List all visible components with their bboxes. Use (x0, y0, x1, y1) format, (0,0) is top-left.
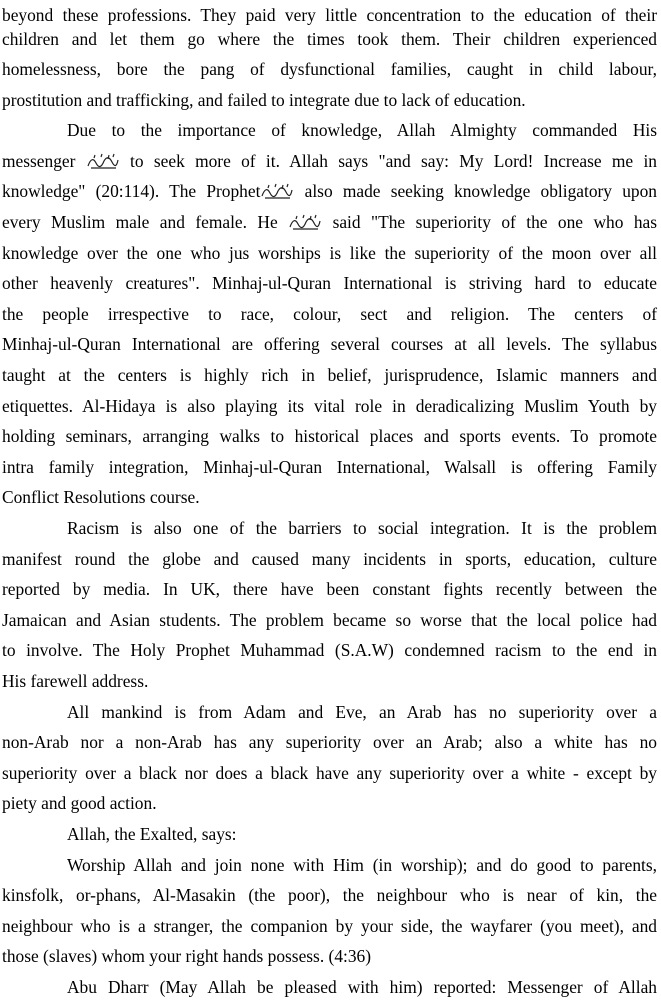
salawat-calligraphy-icon (260, 180, 294, 200)
text-line (2, 758, 657, 789)
salawat-calligraphy-icon (86, 150, 120, 170)
text-line (2, 54, 657, 85)
line-text: taught at the centers is highly rich in belief, jurisprudence, Islamic manners and (2, 365, 657, 385)
line-text: Abu Dharr (May Allah be pleased with him) reported: Messenger of Allah (67, 977, 657, 997)
line-text: also made seeking knowledge obligatory upon (294, 181, 657, 202)
line-text: manifest round the globe and caused many incidents in sports, education, culture (2, 548, 657, 569)
text-line (2, 268, 657, 299)
line-text: prostitution and trafficking, and failed to integrate due to lack of education. (2, 89, 526, 110)
line-text: Racism is also one of the barriers to social integration. It is the problem (67, 518, 657, 538)
text-line (67, 115, 657, 146)
text-line (2, 574, 657, 605)
line-text: knowledge over the one who jus worships is like the superiority of the moon over all (2, 242, 657, 263)
text-line (2, 146, 657, 177)
line-text: every Muslim male and female. He (2, 212, 278, 232)
line-text: Minhaj-ul-Quran International are offering several courses at all levels. The syllabus (2, 334, 657, 355)
line-text: Due to the importance of knowledge, Allah Almighty commanded His (67, 120, 657, 141)
line-text: reported by media. In UK, there have been constant fights recently between the (2, 579, 657, 600)
line-text: All mankind is from Adam and Eve, an Arab has no superiority over a (67, 701, 657, 722)
line-text: Allah, the Exalted, says: (67, 824, 237, 844)
line-text: Jamaican and Asian students. The problem became so worse that the local police had (2, 609, 657, 630)
line-text: homelessness, bore the pang of dysfunctional families, caught in child labour, (2, 59, 657, 79)
text-line (2, 727, 657, 758)
text-line (2, 544, 657, 575)
line-text: intra family integration, Minhaj-ul-Quran International, Walsall is offering Family (2, 456, 657, 477)
text-line (2, 880, 657, 911)
line-text: messenger (2, 150, 76, 171)
line-text: the people irrespective to race, colour, sect and religion. The centers of (2, 303, 657, 324)
line-text: children and let them go where the times took them. Their children experienced (2, 28, 657, 49)
line-text: those (slaves) whom your right hands possess. (4:36) (2, 946, 372, 967)
text-line (2, 360, 657, 391)
text-line (2, 176, 657, 207)
text-line (67, 972, 657, 1001)
line-text: other heavenly creatures". Minhaj-ul-Quran International is striving hard to educate (2, 273, 657, 294)
text-line (2, 482, 657, 513)
text-line (67, 819, 657, 850)
line-text: His farewell address. (2, 671, 149, 691)
line-text: Conflict Resolutions course. (2, 487, 200, 508)
text-line (2, 421, 657, 452)
line-text: Worship Allah and join none with Him (in worship); and do good to parents, (67, 854, 657, 875)
text-line (2, 452, 657, 483)
salawat-calligraphy-icon (288, 211, 322, 231)
text-line (2, 85, 657, 116)
line-text: neighbour who is a stranger, the companion by your side, the wayfarer (you meet), and (2, 915, 657, 936)
line-text: holding seminars, arranging walks to historical places and sports events. To promote (2, 426, 657, 447)
line-text: superiority over a black nor does a black have any superiority over a white - except by (2, 762, 657, 783)
line-text: said "The superiority of the one who has (322, 212, 658, 232)
text-line (2, 911, 657, 942)
text-line (2, 24, 657, 55)
line-text: non-Arab nor a non-Arab has any superiority over an Arab; also a white has no (2, 732, 657, 753)
text-line (2, 299, 657, 330)
text-line (67, 697, 657, 728)
line-text: to involve. The Holy Prophet Muhammad (S.A.W) condemned racism to the end in (2, 640, 657, 661)
text-line (2, 635, 657, 666)
text-line (2, 329, 657, 360)
line-text: knowledge" (20:114). The Prophet (2, 181, 261, 202)
text-line (67, 850, 657, 881)
line-text: to seek more of it. Allah says "and say: My Lord! Increase me in (119, 150, 657, 171)
text-line (2, 666, 657, 697)
text-line (2, 605, 657, 636)
line-text: piety and good action. (2, 793, 157, 814)
text-line (2, 788, 657, 819)
text-line (2, 941, 657, 972)
text-line (67, 513, 657, 544)
text-line (2, 238, 657, 269)
line-text: beyond these professions. They paid very little concentration to the education of their (2, 5, 657, 25)
text-line (2, 391, 657, 422)
line-text: kinsfolk, or-phans, Al-Masakin (the poor), the neighbour who is near of kin, the (2, 885, 657, 906)
line-text: etiquettes. Al-Hidaya is also playing its vital role in deradicalizing Muslim Youth by (2, 395, 657, 416)
text-line (2, 207, 657, 238)
